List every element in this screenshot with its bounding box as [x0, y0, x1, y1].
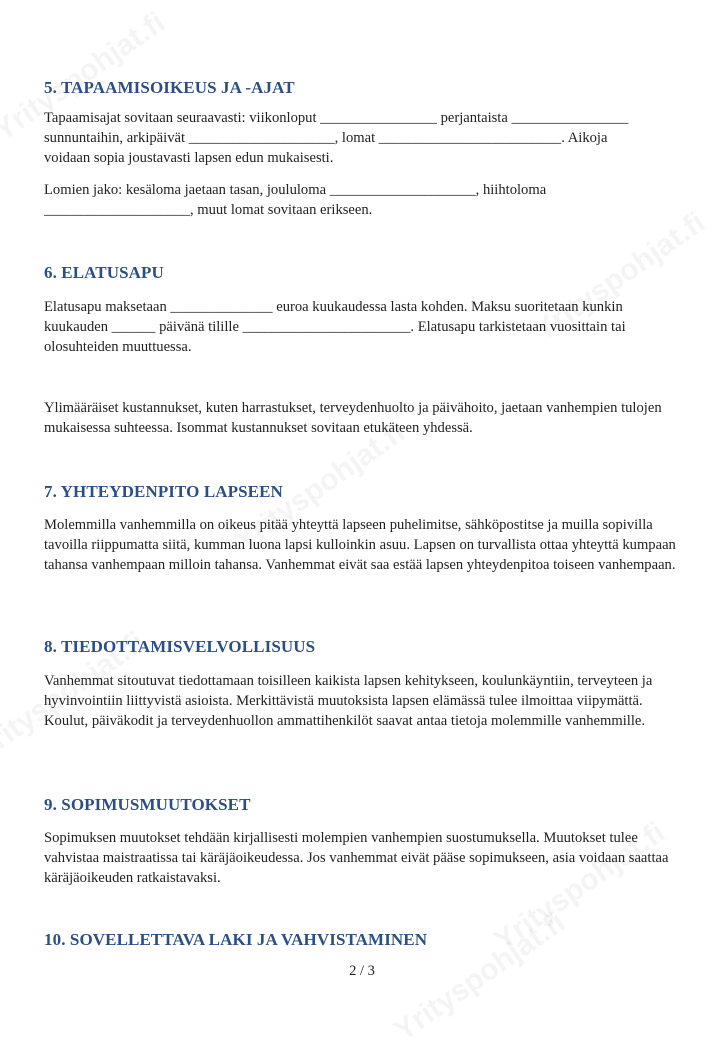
section-paragraph: Sopimuksen muutokset tehdään kirjallisesti molempien vanhempien suostumuksella. Muutokset tulee vahvistaa maistraatissa tai käräjäoikeudessa. Jos vanhemmat eivät pääse sopimukseen, asia voidaan saattaa käräjäoikeuden ratkaistavaksi. — [44, 830, 669, 886]
page-number: 2 / 3 — [349, 963, 375, 979]
section-paragraph: Molemmilla vanhemmilla on oikeus pitää yhteyttä lapseen puhelimitse, sähköpostitse ja muilla sopivilla tavoilla riippumatta siitä, kumman luona lapsi kulloinkin asuu. Lapsen on turvallista ottaa yhteyttä kumpaan tahansa vanhempaan milloin tahansa. Vanhemmat eivät saa estää lapsen yhteydenpitoa toiseen vanhempaan. — [44, 517, 676, 573]
section-paragraph: Lomien jako: kesäloma jaetaan tasan, joululoma ____________________, hiihtoloma ____________________, muut lomat sovitaan erikseen. — [44, 182, 547, 218]
section-heading: 5. TAPAAMISOIKEUS JA -AJAT — [44, 78, 295, 97]
section-paragraph: Ylimääräiset kustannukset, kuten harrastukset, terveydenhuolto ja päivähoito, jaetaan vanhempien tulojen mukaisessa suhteessa. Isommat kustannukset sovitaan etukäteen yhdessä. — [44, 400, 662, 436]
section-heading: 7. YHTEYDENPITO LAPSEEN — [44, 482, 283, 501]
section-paragraph: Vanhemmat sitoutuvat tiedottamaan toisilleen kaikista lapsen kehitykseen, koulunkäyntiin, terveyteen ja hyvinvointiin liittyvistä asioista. Merkittävistä muutoksista lapsen elämässä tulee ilmoittaa viipymättä. Koulut, päiväkodit ja terveydenhuollon ammattihenkilöt saavat antaa tietoja molemmille vanhemmille. — [44, 673, 653, 729]
section-heading: 10. SOVELLETTAVA LAKI JA VAHVISTAMINEN — [44, 930, 428, 949]
section-paragraph: Tapaamisajat sovitaan seuraavasti: viikonloput ________________ perjantaista ________________ sunnuntaihin, arkipäivät ____________________, lomat _________________________. Aikoja voidaan sopia joustavasti lapsen edun mukaisesti. — [44, 110, 629, 166]
section-paragraph: Elatusapu maksetaan ______________ euroa kuukaudessa lasta kohden. Maksu suoritetaan kunkin kuukauden ______ päivänä tilille _______________________. Elatusapu tarkistetaan vuosittain tai olosuhteiden muuttuessa. — [44, 299, 626, 355]
section-heading: 8. TIEDOTTAMISVELVOLLISUUS — [44, 637, 316, 656]
section-heading: 9. SOPIMUSMUUTOKSET — [44, 795, 251, 814]
section-heading: 6. ELATUSAPU — [44, 263, 164, 282]
